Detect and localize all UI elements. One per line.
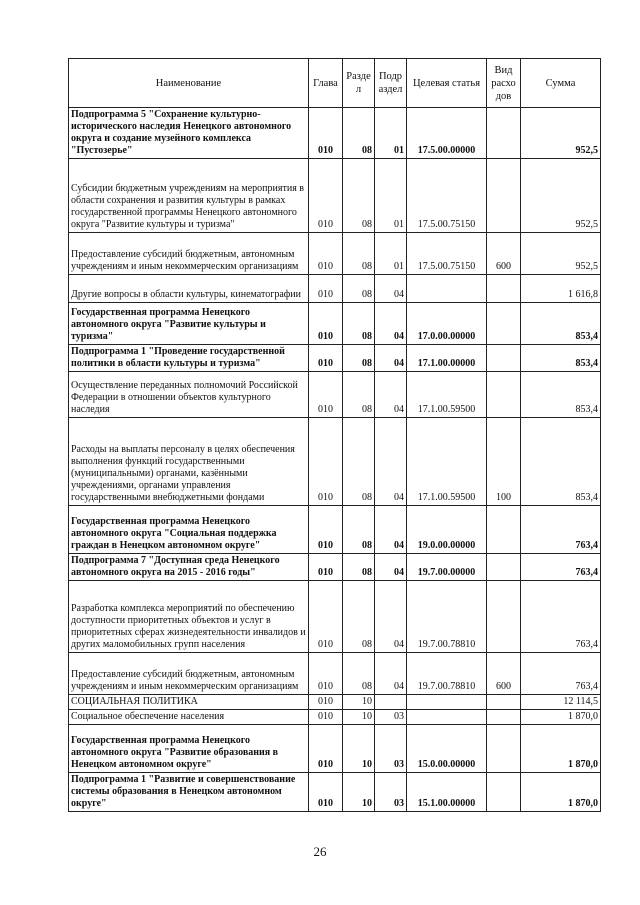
row-statya: 15.1.00.00000 — [407, 773, 487, 812]
row-summa: 853,4 — [521, 303, 601, 345]
table-row — [69, 554, 601, 581]
row-razdel: 10 — [343, 695, 375, 710]
row-podrazdel: 04 — [375, 506, 407, 554]
row-name: Подпрограмма 7 "Доступная среда Ненецкого автономного округа на 2015 - 2016 годы" — [69, 554, 309, 581]
row-podrazdel: 01 — [375, 233, 407, 275]
row-razdel: 08 — [343, 159, 375, 233]
table-row — [69, 372, 601, 418]
row-summa: 952,5 — [521, 108, 601, 159]
row-name: Государственная программа Ненецкого автономного округа "Развитие культуры и туризма" — [69, 303, 309, 345]
row-glava: 010 — [309, 159, 343, 233]
row-podrazdel: 04 — [375, 653, 407, 695]
row-podrazdel: 01 — [375, 159, 407, 233]
header-podrazdel: Подр аздел — [375, 59, 407, 108]
row-glava: 010 — [309, 695, 343, 710]
row-glava: 010 — [309, 303, 343, 345]
row-vid — [487, 773, 521, 812]
row-vid — [487, 725, 521, 773]
row-razdel: 08 — [343, 581, 375, 653]
row-statya: 17.0.00.00000 — [407, 303, 487, 345]
row-name: Подпрограмма 1 "Проведение государственной политики в области культуры и туризма" — [69, 345, 309, 372]
row-statya — [407, 695, 487, 710]
row-statya: 17.1.00.59500 — [407, 372, 487, 418]
table-row — [69, 345, 601, 372]
row-statya: 17.5.00.75150 — [407, 233, 487, 275]
row-vid: 600 — [487, 233, 521, 275]
row-summa: 763,4 — [521, 581, 601, 653]
row-glava: 010 — [309, 345, 343, 372]
row-razdel: 10 — [343, 725, 375, 773]
row-summa: 1 870,0 — [521, 710, 601, 725]
row-razdel: 08 — [343, 303, 375, 345]
row-razdel: 08 — [343, 108, 375, 159]
table-row — [69, 303, 601, 345]
row-name: Подпрограмма 1 "Развитие и совершенствование системы образования в Ненецком автономном округе" — [69, 773, 309, 812]
row-statya: 19.7.00.00000 — [407, 554, 487, 581]
row-summa: 12 114,5 — [521, 695, 601, 710]
row-vid: 600 — [487, 653, 521, 695]
table-row — [69, 159, 601, 233]
table-row — [69, 233, 601, 275]
row-vid — [487, 695, 521, 710]
row-statya: 17.1.00.00000 — [407, 345, 487, 372]
table-body — [69, 108, 601, 812]
row-podrazdel: 03 — [375, 773, 407, 812]
row-razdel: 10 — [343, 773, 375, 812]
header-summa: Сумма — [521, 59, 601, 108]
row-glava: 010 — [309, 710, 343, 725]
row-vid: 100 — [487, 418, 521, 506]
row-glava: 010 — [309, 581, 343, 653]
row-name: Государственная программа Ненецкого автономного округа "Социальная поддержка граждан в Ненецком автономном округе" — [69, 506, 309, 554]
row-razdel: 08 — [343, 506, 375, 554]
row-name: Социальное обеспечение населения — [69, 710, 309, 725]
row-vid — [487, 581, 521, 653]
page-number: 26 — [313, 844, 327, 859]
row-summa: 952,5 — [521, 159, 601, 233]
row-name: Подпрограмма 5 "Сохранение культурно-исторического наследия Ненецкого автономного округа и создание музейного комплекса "Пустозерье" — [69, 108, 309, 159]
row-glava: 010 — [309, 108, 343, 159]
row-glava: 010 — [309, 372, 343, 418]
row-vid — [487, 710, 521, 725]
row-vid — [487, 506, 521, 554]
row-summa: 952,5 — [521, 233, 601, 275]
table-row — [69, 773, 601, 812]
header-glava: Глава — [309, 59, 343, 108]
row-razdel: 10 — [343, 710, 375, 725]
table-row — [69, 506, 601, 554]
row-vid — [487, 108, 521, 159]
header-statya: Целевая статья — [407, 59, 487, 108]
row-glava: 010 — [309, 554, 343, 581]
row-podrazdel: 04 — [375, 372, 407, 418]
row-summa: 1 870,0 — [521, 773, 601, 812]
header-razdel: Разде л — [343, 59, 375, 108]
table-row — [69, 725, 601, 773]
row-vid — [487, 554, 521, 581]
row-name: СОЦИАЛЬНАЯ ПОЛИТИКА — [69, 695, 309, 710]
row-statya: 17.5.00.75150 — [407, 159, 487, 233]
row-razdel: 08 — [343, 275, 375, 303]
budget-table — [68, 58, 601, 812]
row-name: Предоставление субсидий бюджетным, автономным учреждениям и иным некоммерческим организациям — [69, 653, 309, 695]
row-name: Субсидии бюджетным учреждениям на мероприятия в области сохранения и развития культуры в рамках государственной программы Ненецкого автономного округа "Развитие культуры и туризма" — [69, 159, 309, 233]
row-vid — [487, 159, 521, 233]
row-vid — [487, 372, 521, 418]
row-razdel: 08 — [343, 418, 375, 506]
row-name: Осуществление переданных полномочий Российской Федерации в отношении объектов культурного наследия — [69, 372, 309, 418]
row-vid — [487, 275, 521, 303]
row-razdel: 08 — [343, 554, 375, 581]
row-glava: 010 — [309, 233, 343, 275]
row-name: Расходы на выплаты персоналу в целях обеспечения выполнения функций государственными (муниципальными) органами, казёнными учреждениями, органами управления государственными внебюджетными фондами — [69, 418, 309, 506]
row-name: Предоставление субсидий бюджетным, автономным учреждениям и иным некоммерческим организациям — [69, 233, 309, 275]
row-glava: 010 — [309, 418, 343, 506]
row-podrazdel: 04 — [375, 554, 407, 581]
row-name: Другие вопросы в области культуры, кинематографии — [69, 275, 309, 303]
table-row — [69, 710, 601, 725]
header-vid: Вид расхо дов — [487, 59, 521, 108]
row-statya — [407, 710, 487, 725]
row-podrazdel: 04 — [375, 345, 407, 372]
row-podrazdel — [375, 695, 407, 710]
table-row — [69, 581, 601, 653]
table-row — [69, 108, 601, 159]
header-name: Наименование — [69, 59, 309, 108]
row-glava: 010 — [309, 725, 343, 773]
row-vid — [487, 345, 521, 372]
row-summa: 763,4 — [521, 506, 601, 554]
row-summa: 853,4 — [521, 345, 601, 372]
row-podrazdel: 04 — [375, 418, 407, 506]
table-header — [69, 59, 601, 108]
row-name: Разработка комплекса мероприятий по обеспечению доступности приоритетных объектов и услуг в приоритетных сферах жизнедеятельности инвалидов и других маломобильных групп населения — [69, 581, 309, 653]
row-statya: 15.0.00.00000 — [407, 725, 487, 773]
row-podrazdel: 03 — [375, 725, 407, 773]
row-glava: 010 — [309, 275, 343, 303]
row-statya — [407, 275, 487, 303]
row-statya: 17.5.00.00000 — [407, 108, 487, 159]
row-razdel: 08 — [343, 233, 375, 275]
row-summa: 1 616,8 — [521, 275, 601, 303]
row-vid — [487, 303, 521, 345]
row-summa: 1 870,0 — [521, 725, 601, 773]
table-row — [69, 653, 601, 695]
row-glava: 010 — [309, 773, 343, 812]
row-podrazdel: 03 — [375, 710, 407, 725]
row-summa: 853,4 — [521, 372, 601, 418]
row-summa: 853,4 — [521, 418, 601, 506]
row-podrazdel: 04 — [375, 275, 407, 303]
row-summa: 763,4 — [521, 653, 601, 695]
row-statya: 17.1.00.59500 — [407, 418, 487, 506]
table-row — [69, 695, 601, 710]
row-razdel: 08 — [343, 345, 375, 372]
row-podrazdel: 04 — [375, 303, 407, 345]
row-razdel: 08 — [343, 372, 375, 418]
row-glava: 010 — [309, 506, 343, 554]
row-statya: 19.0.00.00000 — [407, 506, 487, 554]
row-summa: 763,4 — [521, 554, 601, 581]
row-statya: 19.7.00.78810 — [407, 581, 487, 653]
row-podrazdel: 01 — [375, 108, 407, 159]
row-razdel: 08 — [343, 653, 375, 695]
row-podrazdel: 04 — [375, 581, 407, 653]
table-row — [69, 418, 601, 506]
row-statya: 19.7.00.78810 — [407, 653, 487, 695]
table-row — [69, 275, 601, 303]
row-glava: 010 — [309, 653, 343, 695]
row-name: Государственная программа Ненецкого автономного округа "Развитие образования в Ненецком автономном округе" — [69, 725, 309, 773]
